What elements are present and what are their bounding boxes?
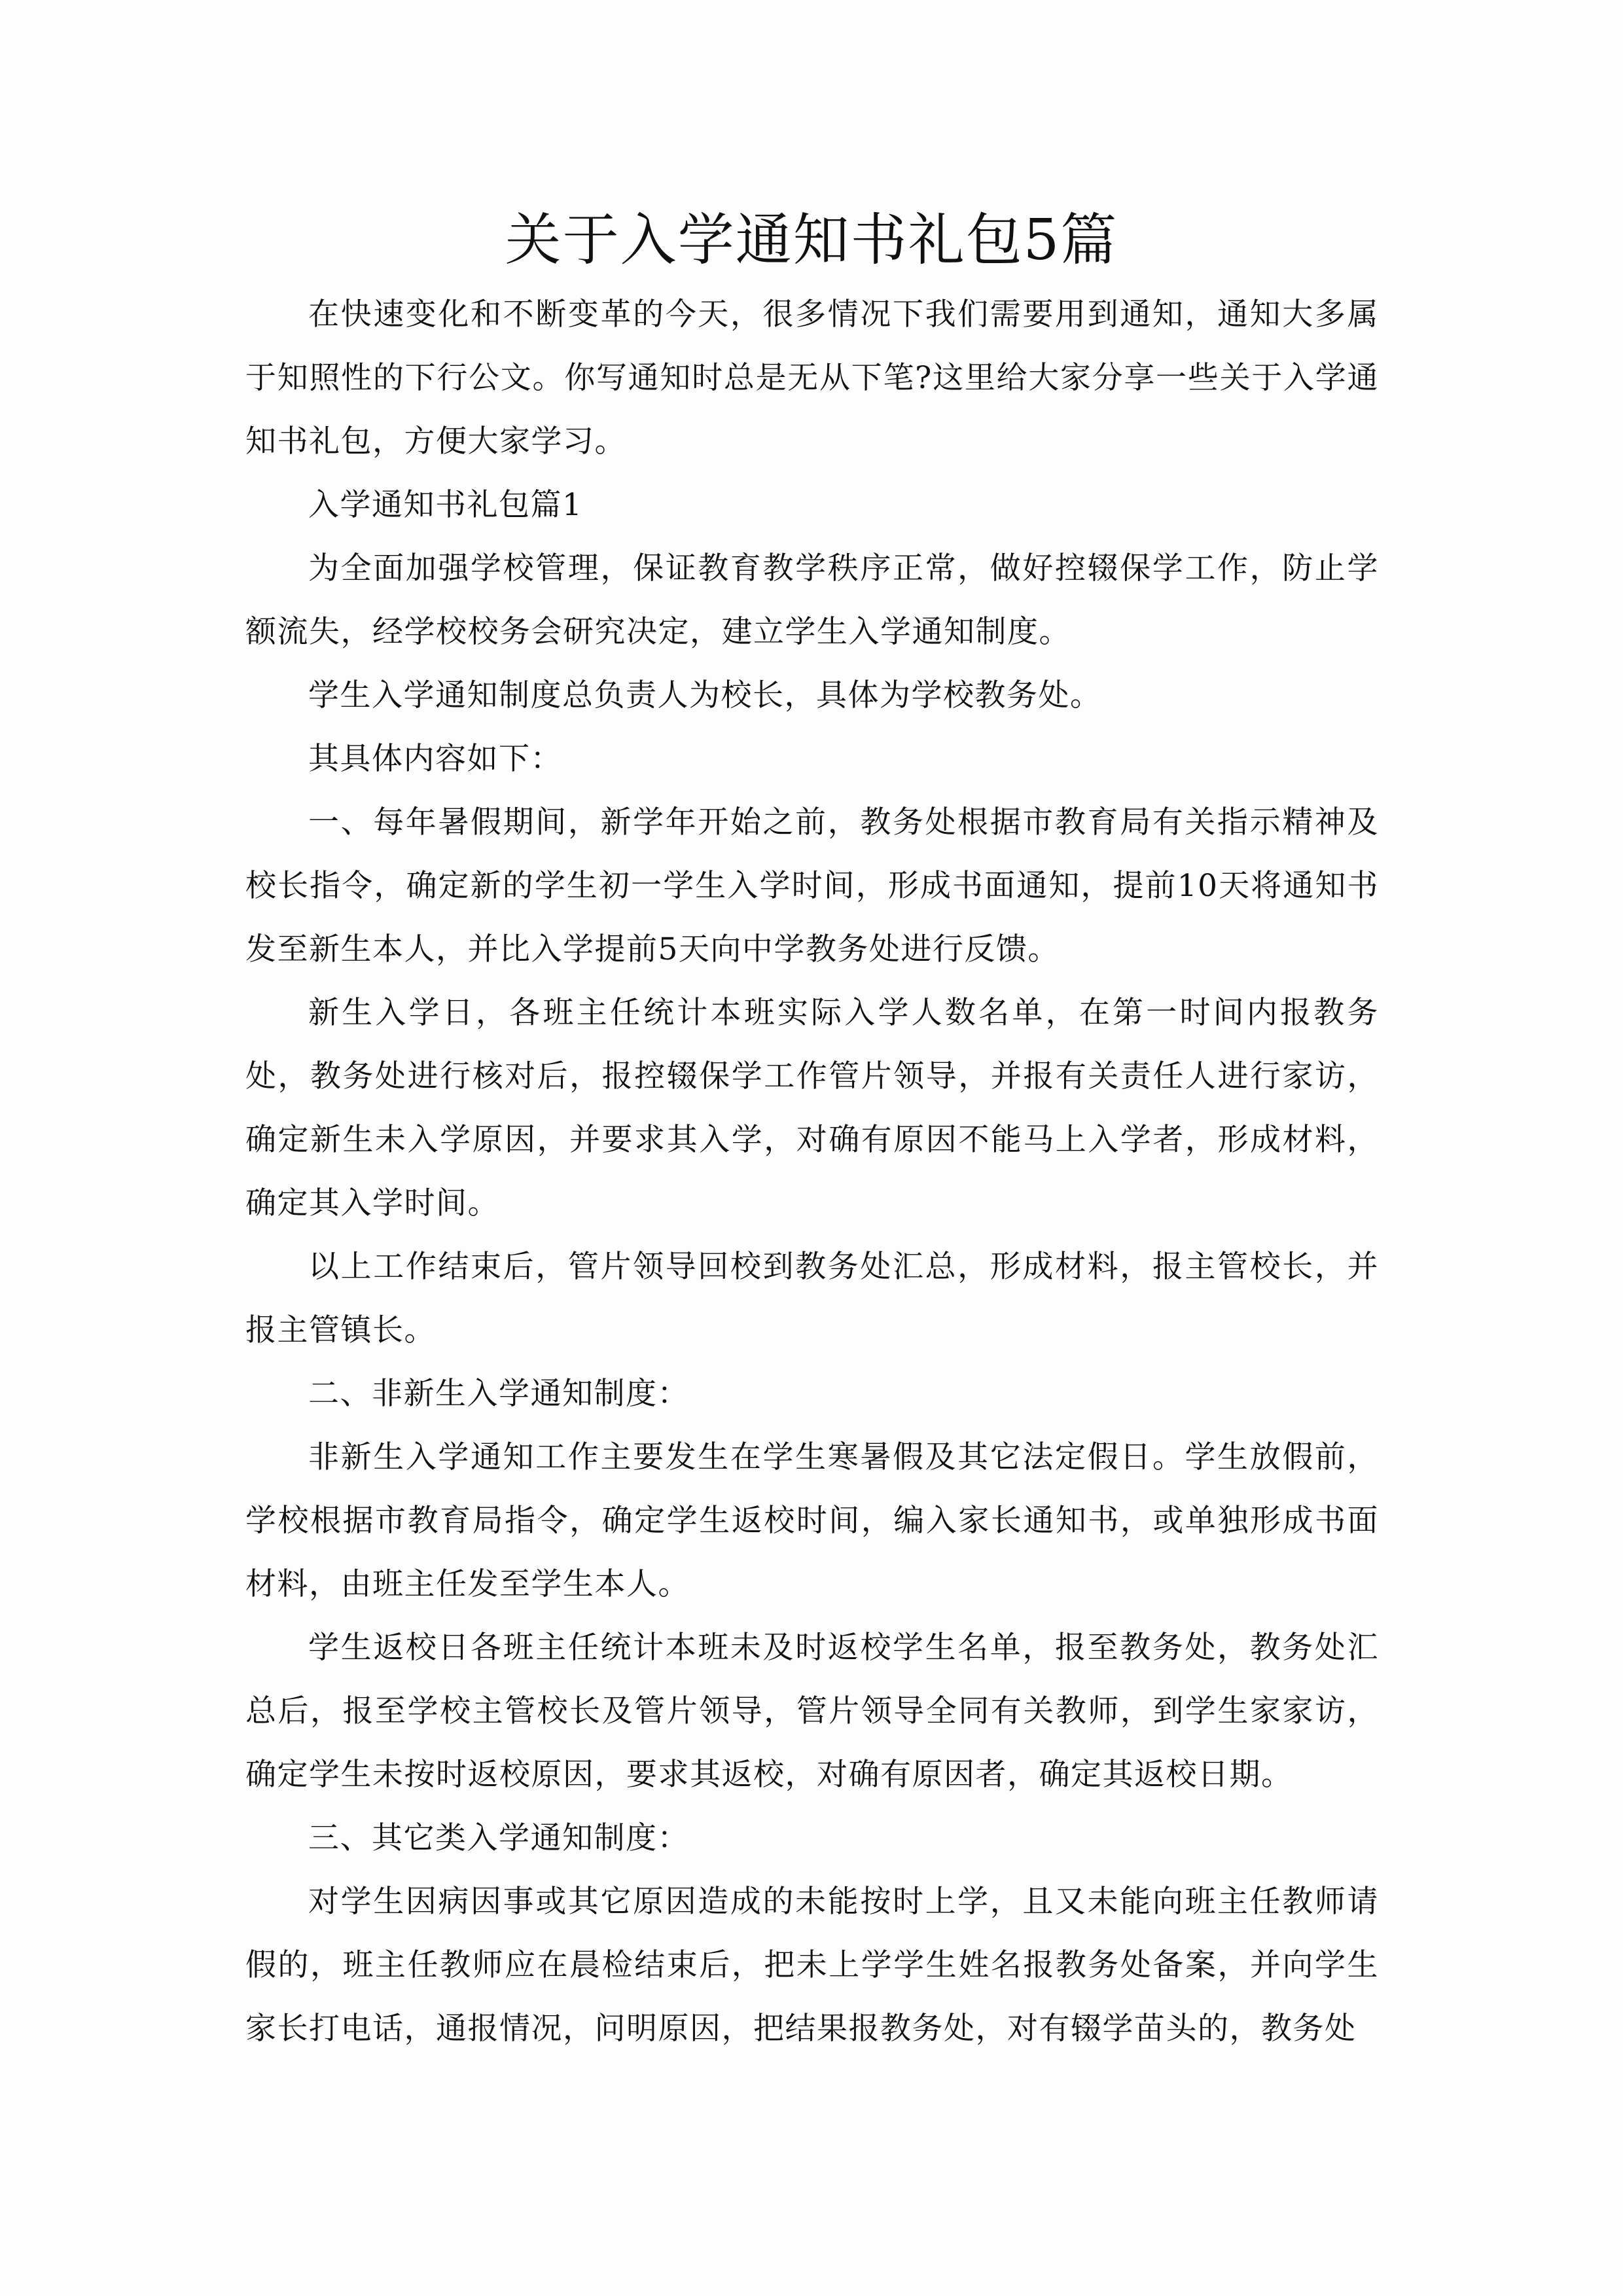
body-paragraph: 学生返校日各班主任统计本班未及时返校学生名单，报至教务处，教务处汇总后，报至学校主管校长及管片领导，管片领导全同有关教师，到学生家家访，确定学生未按时返校原因，要求其返校，对确有原因者，确定其返校日期。 xyxy=(245,1630,1379,1793)
intro-paragraph: 在快速变化和不断变革的今天，很多情况下我们需要用到通知，通知大多属于知照性的下行公文。你写通知时总是无从下笔?这里给大家分享一些关于入学通知书礼包，方便大家学习。 xyxy=(245,296,1379,459)
body-paragraph: 其具体内容如下： xyxy=(308,741,562,777)
body-paragraph: 新生入学日，各班主任统计本班实际入学人数名单，在第一时间内报教务处，教务处进行核对后，报控辍保学工作管片领导，并报有关责任人进行家访，确定新生未入学原因，并要求其入学，对确有原因不能马上入学者，形成材料，确定其入学时间。 xyxy=(245,995,1379,1221)
document-body xyxy=(245,283,1379,2060)
body-paragraph: 对学生因病因事或其它原因造成的未能按时上学，且又未能向班主任教师请假的，班主任教师应在晨检结束后，把未上学学生姓名报教务处备案，并向学生家长打电话，通报情况，问明原因，把结果报教务处，对有辍学苗头的，教务处 xyxy=(245,1884,1379,2047)
body-paragraph: 学生入学通知制度总负责人为校长，具体为学校教务处。 xyxy=(308,677,1102,713)
subsection-heading-3: 三、其它类入学通知制度： xyxy=(308,1820,689,1856)
body-paragraph: 为全面加强学校管理，保证教育教学秩序正常，做好控辍保学工作，防止学额流失，经学校校务会研究决定，建立学生入学通知制度。 xyxy=(245,550,1379,650)
document-title: 关于入学通知书礼包5篇 xyxy=(505,207,1118,273)
section-heading-1: 入学通知书礼包篇1 xyxy=(308,487,583,523)
subsection-heading-2: 二、非新生入学通知制度： xyxy=(308,1376,689,1412)
body-paragraph: 非新生入学通知工作主要发生在学生寒暑假及其它法定假日。学生放假前，学校根据市教育局指令，确定学生返校时间，编入家长通知书，或单独形成书面材料，由班主任发至学生本人。 xyxy=(245,1439,1379,1602)
body-paragraph: 以上工作结束后，管片领导回校到教务处汇总，形成材料，报主管校长，并报主管镇长。 xyxy=(245,1249,1379,1348)
body-paragraph: 一、每年暑假期间，新学年开始之前，教务处根据市教育局有关指示精神及校长指令，确定新的学生初一学生入学时间，形成书面通知，提前10天将通知书发至新生本人，并比入学提前5天向中学教务处进行反馈。 xyxy=(245,804,1379,967)
